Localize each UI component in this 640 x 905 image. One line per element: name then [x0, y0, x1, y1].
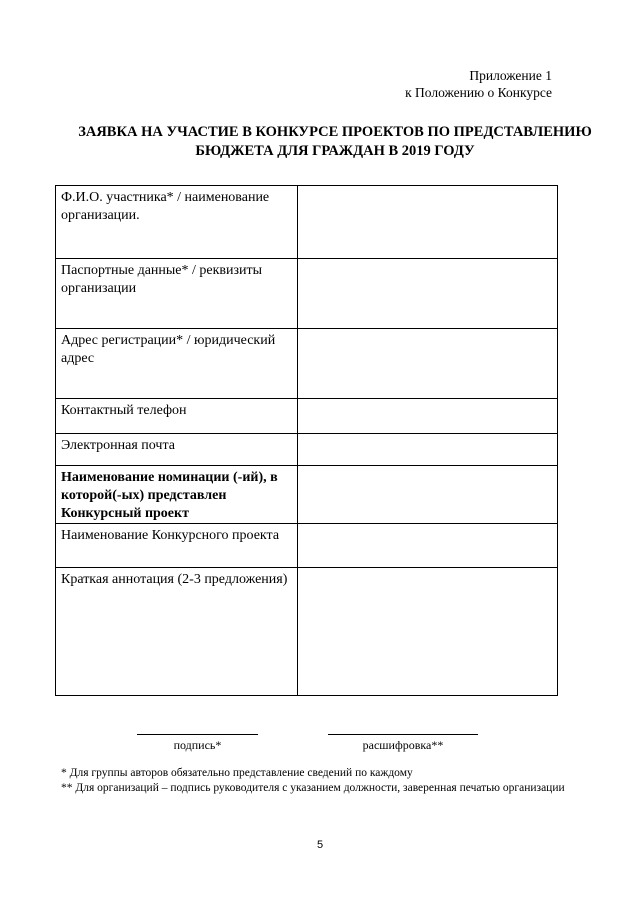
- page-number: 5: [316, 839, 324, 851]
- field-label-address: Адрес регистрации* / юридический адрес: [56, 329, 298, 399]
- application-form-table: [55, 185, 558, 696]
- table-row: [56, 329, 558, 399]
- footnote-2: ** Для организаций – подпись руководителя с указанием должности, заверенная печатью организации: [61, 782, 565, 794]
- decode-block: [328, 734, 478, 753]
- field-value-name[interactable]: [298, 186, 558, 259]
- field-value-phone[interactable]: [298, 399, 558, 434]
- table-row: [56, 186, 558, 259]
- field-label-project-name: Наименование Конкурсного проекта: [56, 524, 298, 568]
- title-line-1: ЗАЯВКА НА УЧАСТИЕ В КОНКУРСЕ ПРОЕКТОВ ПО ПРЕДСТАВЛЕНИЮ: [78, 124, 592, 140]
- field-label-nomination: Наименование номинации (-ий), в которой(-ых) представлен Конкурсный проект: [56, 466, 298, 524]
- field-value-address[interactable]: [298, 329, 558, 399]
- table-row: [56, 399, 558, 434]
- table-row: [56, 259, 558, 329]
- title-line-2: БЮДЖЕТА ДЛЯ ГРАЖДАН В 2019 ГОДУ: [195, 143, 475, 159]
- signature-label: подпись*: [173, 738, 222, 752]
- appendix-header: [405, 67, 552, 101]
- field-value-passport[interactable]: [298, 259, 558, 329]
- signature-block: [137, 734, 258, 753]
- field-value-annotation[interactable]: [298, 568, 558, 696]
- appendix-reference: к Положению о Конкурсе: [405, 85, 552, 100]
- footnotes: [61, 766, 610, 796]
- field-label-phone: Контактный телефон: [56, 399, 298, 434]
- table-row: [56, 466, 558, 524]
- field-label-passport: Паспортные данные* / реквизиты организации: [56, 259, 298, 329]
- footnote-1: * Для группы авторов обязательно представление сведений по каждому: [61, 767, 413, 779]
- field-label-email: Электронная почта: [56, 434, 298, 466]
- appendix-number: Приложение 1: [469, 68, 552, 83]
- decode-label: расшифровка**: [362, 738, 444, 752]
- field-value-nomination[interactable]: [298, 466, 558, 524]
- field-label-name: Ф.И.О. участника* / наименование организации.: [56, 186, 298, 259]
- field-value-project-name[interactable]: [298, 524, 558, 568]
- table-row: [56, 434, 558, 466]
- field-label-annotation: Краткая аннотация (2-3 предложения): [56, 568, 298, 696]
- field-value-email[interactable]: [298, 434, 558, 466]
- table-row: [56, 568, 558, 696]
- document-title: [40, 123, 630, 161]
- table-row: [56, 524, 558, 568]
